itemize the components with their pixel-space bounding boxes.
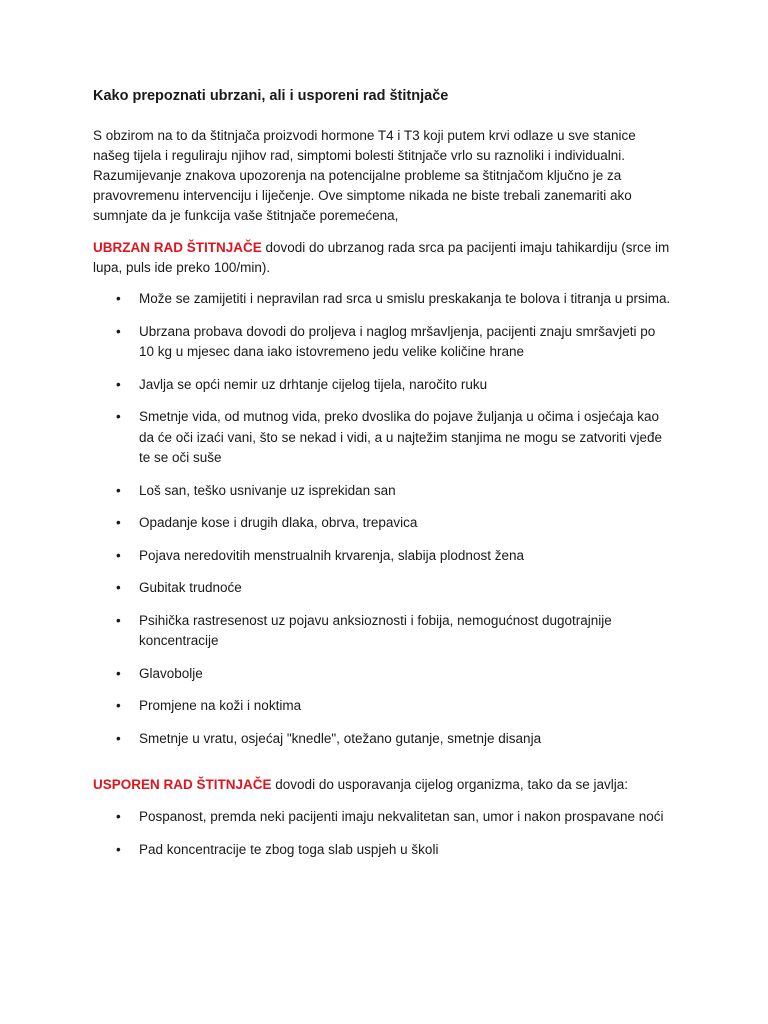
bullet-icon: • [116, 482, 121, 498]
list-item [116, 407, 673, 469]
bullet-icon: • [116, 376, 121, 392]
list-item [116, 546, 673, 567]
document-title: Kako prepoznati ubrzani, ali i usporeni rad štitnjače [93, 88, 449, 104]
list-item [116, 729, 673, 750]
section-hyper-text: dovodi do ubrzanog rada srca pa pacijenti imaju tahikardiju (srce im lupa, puls ide preko 100/min). [93, 240, 670, 275]
list-item-text: Opadanje kose i drugih dlaka, obrva, trepavica [139, 515, 418, 530]
section-hyper-list [93, 289, 673, 749]
bullet-icon: • [116, 580, 121, 595]
list-item [116, 840, 673, 861]
bullet-icon: • [116, 841, 121, 857]
list-item-text: Gubitak trudnoće [139, 580, 242, 595]
list-item [116, 696, 673, 717]
section-hyper-heading: UBRZAN RAD ŠTITNJAČE [93, 240, 262, 255]
list-item [116, 375, 673, 396]
list-item [116, 578, 673, 599]
bullet-icon: • [116, 547, 121, 563]
bullet-icon: • [116, 409, 121, 424]
bullet-icon: • [116, 698, 121, 713]
list-item-text: Smetnje vida, od mutnog vida, preko dvoslika do pojave žuljanja u očima i osjećaja kao da će oči izaći vani, što se nekad i vidi, a u najtežim stanjima ne mogu se zatvoriti vjeđe te se oči suše [139, 409, 663, 465]
bullet-icon: • [116, 515, 121, 530]
section-hypo-paragraph [93, 775, 673, 795]
section-hypo-list [93, 807, 673, 860]
bullet-icon: • [116, 665, 121, 681]
list-item [116, 664, 673, 685]
list-item-text: Promjene na koži i noktima [139, 698, 302, 713]
list-item-text: Smetnje u vratu, osjećaj "knedle", otežano gutanje, smetnje disanja [139, 730, 542, 746]
intro-paragraph: S obzirom na to da štitnjača proizvodi hormone T4 i T3 koji putem krvi odlaze u sve stanice našeg tijela i reguliraju njihov rad, simptomi bolesti štitnjače vrlo su raznoliki i individualni. Razumijevanje znakova upozorenja na potencijalne probleme sa štitnjačom ključno je za pravovremenu intervenciju i liječenje. Ove simptome nikada ne biste trebali zanemariti ako sumnjate da je funkcija vaše štitnjače poremećena, [93, 128, 636, 223]
bullet-icon: • [116, 612, 121, 628]
list-item-text: Loš san, teško usnivanje uz isprekidan san [139, 482, 396, 498]
list-item-text: Može se zamijetiti i nepravilan rad srca u smislu preskakanja te bolova i titranja u prsima. [139, 291, 671, 306]
list-item-text: Pojava neredovitih menstrualnih krvarenja, slabija plodnost žena [139, 547, 524, 563]
list-item-text: Psihička rastresenost uz pojavu anksioznosti i fobija, nemogućnost dugotrajnije koncentracije [139, 612, 612, 648]
list-item [116, 289, 673, 310]
list-item [116, 481, 673, 502]
list-item-text: Pospanost, premda neki pacijenti imaju nekvalitetan san, umor i nakon prospavane noći [139, 809, 664, 824]
list-item-text: Ubrzana probava dovodi do proljeva i naglog mršavljenja, pacijenti znaju smršavjeti po 10 kg u mjesec dana iako istovremeno jedu velike količine hrane [139, 323, 656, 359]
list-item-text: Glavobolje [139, 665, 203, 681]
list-item [116, 611, 673, 652]
bullet-icon: • [116, 730, 121, 746]
list-item [116, 807, 673, 828]
list-item [116, 513, 673, 534]
section-hyper-paragraph [93, 238, 673, 278]
bullet-icon: • [116, 809, 121, 824]
section-hypo-heading: USPOREN RAD ŠTITNJAČE [93, 777, 272, 792]
list-item-text: Pad koncentracije te zbog toga slab uspjeh u školi [139, 841, 439, 857]
section-spacer [93, 761, 673, 775]
list-item-text: Javlja se opći nemir uz drhtanje cijelog tijela, naročito ruku [139, 376, 488, 392]
bullet-icon: • [116, 323, 121, 339]
section-hypo-text: dovodi do usporavanja cijelog organizma, tako da se javlja: [271, 777, 628, 792]
bullet-icon: • [116, 291, 121, 306]
document-page [93, 86, 673, 872]
list-item [116, 322, 673, 363]
